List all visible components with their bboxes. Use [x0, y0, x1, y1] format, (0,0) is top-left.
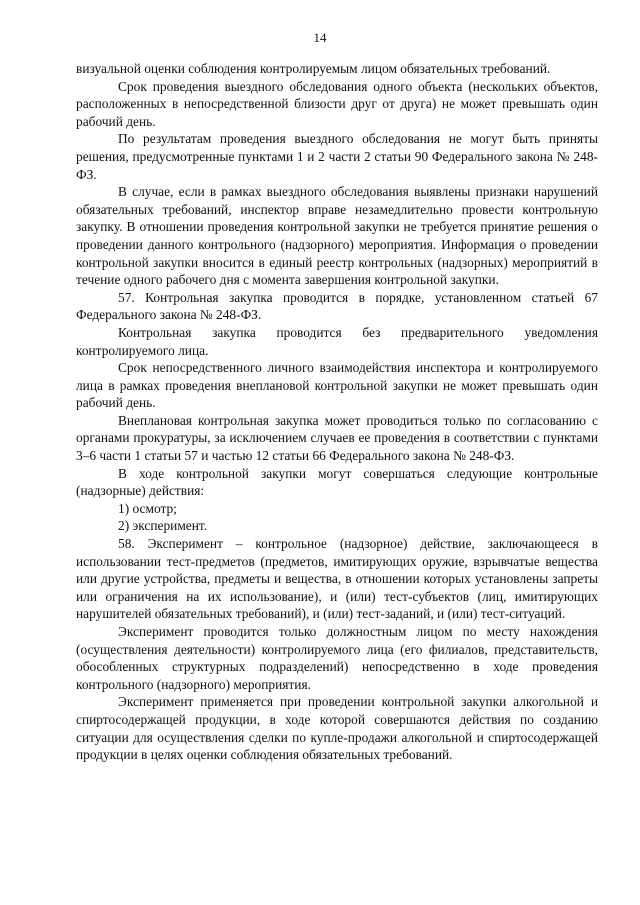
list-item-experiment: 2) эксперимент. [118, 518, 208, 534]
paragraph-clause-58: 58. Эксперимент – контрольное (надзорное) действие, заключающееся в использовании тест-предметов (предметов, имитирующих оружие, взрывчатые вещества или другие устройства, предметы и вещества, в отношении которых установлены запреты или ограничения на их использование), и (или) тест-субъектов (лиц, имитирующих нарушителей обязательных требований), и (или) тест-заданий, и (или) тест-ситуаций. [76, 536, 598, 622]
paragraph-experiment-application: Эксперимент применяется при проведении контрольной закупки алкогольной и спиртосодержащей продукции, в ходе которой совершаются действия по созданию ситуации для осуществления сделки по купле-продажи алкогольной и спиртосодержащей продукции в целях оценки соблюдения обязательных требований. [76, 694, 598, 763]
paragraph-clause-57: 57. Контрольная закупка проводится в порядке, установленном статьей 67 Федерального закона № 248-ФЗ. [76, 289, 598, 323]
paragraph-actions-intro: В ходе контрольной закупки могут совершаться следующие контрольные (надзорные) действия: [76, 465, 598, 499]
paragraph-continuation: визуальной оценки соблюдения контролируемым лицом обязательных требований. [76, 61, 551, 76]
paragraph-interaction-term: Срок непосредственного личного взаимодействия инспектора и контролируемого лица в рамках проведения внеплановой контрольной закупки не может превышать один рабочий день. [76, 360, 598, 411]
paragraph-no-notice: Контрольная закупка проводится без предварительного уведомления контролируемого лица. [76, 324, 598, 358]
document-body [76, 60, 598, 764]
paragraph-experiment-location: Эксперимент проводится только должностным лицом по месту нахождения (осуществления деятельности) контролируемого лица (его филиалов, представительств, обособленных структурных подразделений) непосредственно в ходе проведения контрольного (надзорного) мероприятия. [76, 624, 598, 692]
list-item-inspection: 1) осмотр; [118, 500, 177, 516]
paragraph-inspection-results: По результатам проведения выездного обследования не могут быть приняты решения, предусмотренные пунктами 1 и 2 части 2 статьи 90 Федерального закона № 248-ФЗ. [76, 131, 598, 182]
page-number: 14 [313, 30, 327, 45]
paragraph-unscheduled-purchase: Внеплановая контрольная закупка может проводиться только по согласованию с органами прокуратуры, за исключением случаев ее проведения в соответствии с пунктами 3–6 части 1 статьи 57 и частью 12 статьи 66 Федерального закона № 248-ФЗ. [76, 412, 598, 464]
paragraph-inspection-term: Срок проведения выездного обследования одного объекта (нескольких объектов, расположенных в непосредственной близости друг от друга) не может превышать один рабочий день. [76, 78, 598, 129]
paragraph-violations-found: В случае, если в рамках выездного обследования выявлены признаки нарушений обязательных требований, инспектор вправе незамедлительно провести контрольную закупку. В отношении проведения контрольной закупки не требуется принятие решения о проведении данного контрольного (надзорного) мероприятия. Информация о проведении контрольной закупки вносится в единый реестр контрольных (надзорных) мероприятий в течение одного рабочего дня с момента завершения контрольной закупки. [76, 184, 598, 288]
